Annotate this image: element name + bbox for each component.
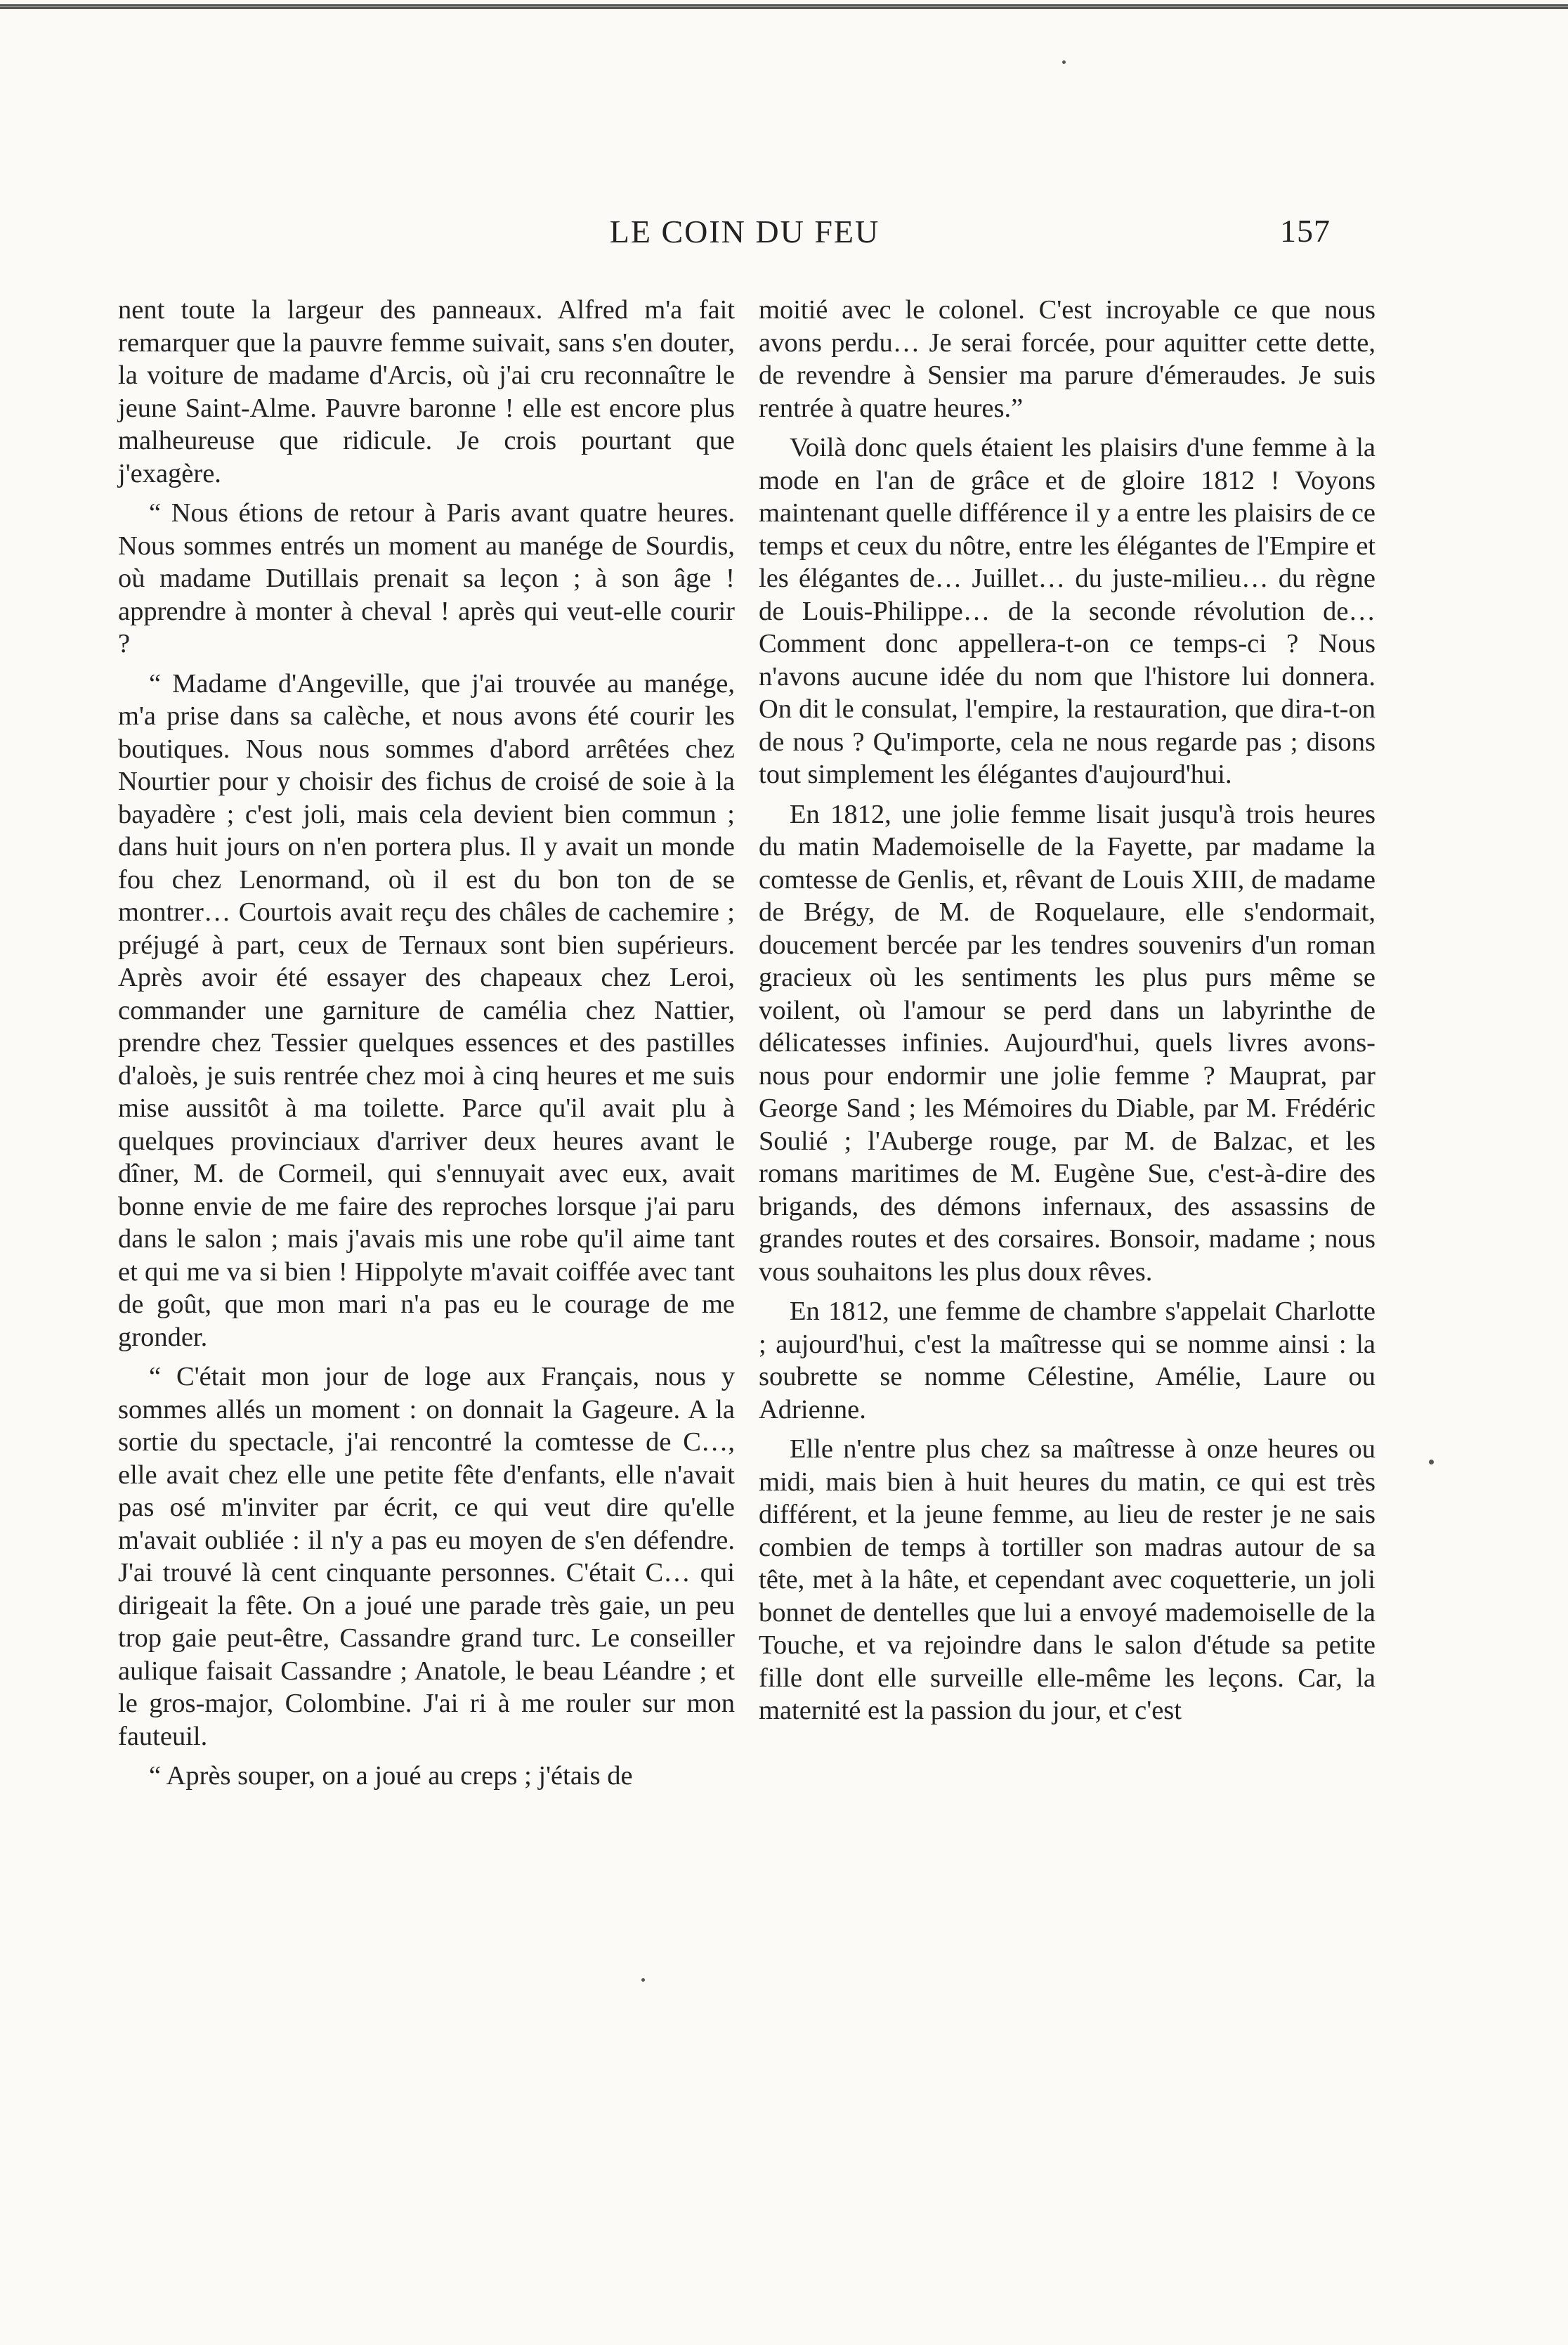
- paragraph: “ Madame d'Angeville, que j'ai trouvée au manége, m'a prise dans sa calèche, et nous avons été courir les boutiques. Nous nous sommes d'abord arrêtées chez Nourtier pour y choisir des fichus de croisé de soie à la bayadère ; c'est joli, mais cela devient bien commun ; dans huit jours on n'en portera plus. Il y avait un monde fou chez Lenormand, où il est du bon ton de se montrer… Courtois avait reçu des châles de cachemire ; préjugé à part, ceux de Ternaux sont bien supérieurs. Après avoir été essayer des chapeaux chez Leroi, commander une garniture de camélia chez Nattier, prendre chez Tessier quelques essences et des pastilles d'aloès, je suis rentrée chez moi à cinq heures et me suis mise aussitôt à ma toilette. Parce qu'il avait plu à quelques provinciaux d'arriver deux heures avant le dîner, M. de Cormeil, qui s'ennuyait avec eux, avait bonne envie de me faire des reproches lorsque j'ai paru dans le salon ; mais j'avais mis une robe qu'il aime tant et qui me va si bien ! Hippolyte m'avait coiffée avec tant de goût, que mon mari n'a pas eu le courage de me gronder.: [118, 668, 735, 1352]
- paragraph: “ Après souper, on a joué au creps ; j'étais de: [149, 1761, 633, 1791]
- right-column: [759, 294, 1376, 1734]
- ink-speck: [641, 1978, 645, 1982]
- paragraph: nent toute la largeur des panneaux. Alfred m'a fait remarquer que la pauvre femme suivait, sans s'en douter, la voiture de madame d'Arcis, où j'ai cru reconnaître le jeune Saint-Alme. Pauvre baronne ! elle est encore plus malheureuse que ridicule. Je crois pourtant que j'exagère.: [118, 295, 735, 488]
- paragraph: “ Nous étions de retour à Paris avant quatre heures. Nous sommes entrés un moment au manége de Sourdis, où madame Dutillais prenait sa leçon ; à son âge ! apprendre à monter à cheval ! après qui veut-elle courir ?: [118, 498, 735, 658]
- paragraph: moitié avec le colonel. C'est incroyable ce que nous avons perdu… Je serai forcée, pour aquitter cette dette, de revendre à Sensier ma parure d'émeraudes. Je suis rentrée à quatre heures.”: [759, 295, 1376, 423]
- paragraph: En 1812, une femme de chambre s'appelait Charlotte ; aujourd'hui, c'est la maîtresse qui se nomme ainsi : la soubrette se nomme Célestine, Amélie, Laure ou Adrienne.: [759, 1297, 1376, 1424]
- paragraph: Voilà donc quels étaient les plaisirs d'une femme à la mode en l'an de grâce et de gloire 1812 ! Voyons maintenant quelle différence il y a entre les plaisirs de ce temps et ceux du nôtre, entre les élégantes de l'Empire et les élégantes de… Juillet… du juste-milieu… du règne de Louis-Philippe… de la seconde révolution de… Comment donc appellera-t-on ce temps-ci ? Nous n'avons aucune idée du nom que l'histore lui donnera. On dit le consulat, l'empire, la restauration, que dira-t-on de nous ? Qu'importe, cela ne nous regarde pas ; disons tout simplement les élégantes d'aujourd'hui.: [759, 433, 1376, 789]
- paragraph: “ C'était mon jour de loge aux Français, nous y sommes allés un moment : on donnait la Gageure. A la sortie du spectacle, j'ai rencontré la comtesse de C…, elle avait chez elle une petite fête d'enfants, elle n'avait pas osé m'inviter par écrit, ce qui veut dire qu'elle m'avait oubliée : il n'y a pas eu moyen de s'en défendre. J'ai trouvé là cent cinquante personnes. C'était C… qui dirigeait la fête. On a joué une parade très gaie, un peu trop gaie peut-être, Cassandre grand turc. Le conseiller aulique faisait Cassandre ; Anatole, le beau Léandre ; et le gros-major, Colombine. J'ai ri à me rouler sur mon fauteuil.: [118, 1362, 735, 1751]
- ink-speck: [1062, 60, 1066, 64]
- left-column: [118, 294, 735, 1800]
- page-number: 157: [1280, 213, 1331, 249]
- running-title: LE COIN DU FEU: [609, 214, 880, 249]
- paragraph: Elle n'entre plus chez sa maîtresse à onze heures ou midi, mais bien à huit heures du matin, ce qui est très différent, et la jeune femme, au lieu de rester je ne sais combien de temps à tortiller son madras autour de sa tête, met à la hâte, et cependant avec coquetterie, un joli bonnet de dentelles que lui a envoyé mademoiselle de la Touche, et va rejoindre dans le salon d'étude sa petite fille dont elle surveille elle-même les leçons. Car, la maternité est la passion du jour, et c'est: [759, 1434, 1376, 1725]
- ink-speck: [1429, 1460, 1434, 1464]
- paragraph: En 1812, une jolie femme lisait jusqu'à trois heures du matin Mademoiselle de la Fayette, par madame la comtesse de Genlis, et, rêvant de Louis XIII, de madame de Brégy, de M. de Roquelaure, elle s'endormait, doucement bercée par les tendres souvenirs d'un roman gracieux où les sentiments les plus purs même se voilent, où l'amour se perd dans un labyrinthe de délicatesses infinies. Aujourd'hui, quels livres avons-nous pour endormir une jolie femme ? Mauprat, par George Sand ; les Mémoires du Diable, par M. Frédéric Soulié ; l'Auberge rouge, par M. de Balzac, et les romans maritimes de M. Eugène Sue, c'est-à-dire des brigands, des démons infernaux, des assassins de grandes routes et des corsaires. Bonsoir, madame ; nous vous souhaitons les plus doux rêves.: [759, 799, 1376, 1287]
- top-border-rule: [0, 4, 1568, 9]
